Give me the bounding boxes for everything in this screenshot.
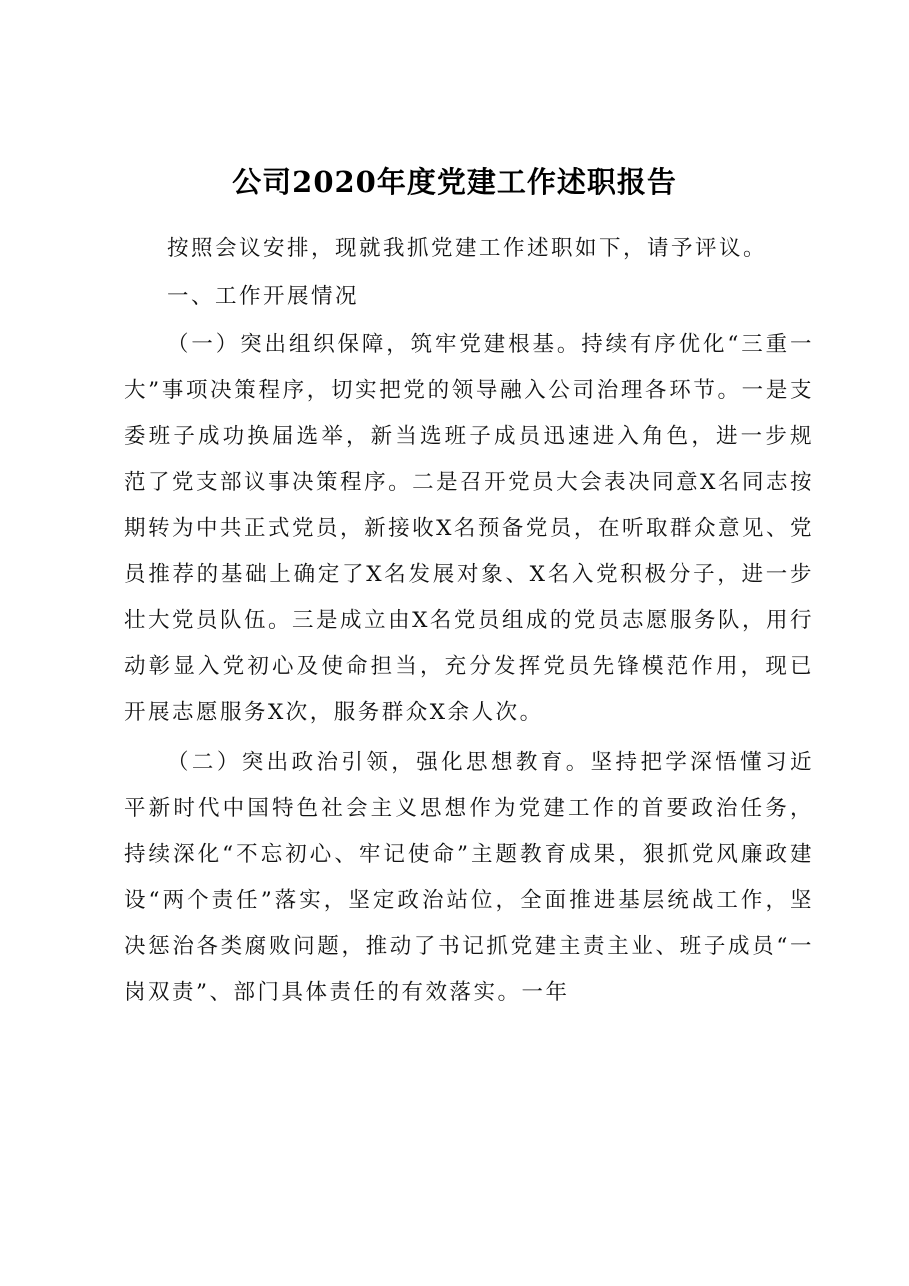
document-title: 公司2020年度党建工作述职报告: [232, 165, 677, 199]
paragraph-political-guidance: （二）突出政治引领，强化思想教育。坚持把学深悟懂习近平新时代中国特色社会主义思想作为党建工作的首要政治任务，持续深化“不忘初心、牢记使命”主题教育成果，狠抓党风廉政建设“两个责任”落实，坚定政治站位，全面推进基层统战工作，坚决惩治各类腐败问题，推动了书记抓党建主责主业、班子成员“一岗双责”、部门具体责任的有效落实。一年: [124, 750, 814, 1005]
paragraph-intro: 按照会议安排，现就我抓党建工作述职如下，请予评议。: [167, 236, 768, 261]
paragraph-organization: （一）突出组织保障，筑牢党建根基。持续有序优化“三重一大”事项决策程序，切实把党的领导融入公司治理各环节。一是支委班子成功换届选举，新当选班子成员迅速进入角色，进一步规范了党支部议事决策程序。二是召开党员大会表决同意X名同志按期转为中共正式党员，新接收X名预备党员，在听取群众意见、党员推荐的基础上确定了X名发展对象、X名入党积极分子，进一步壮大党员队伍。三是成立由X名党员组成的党员志愿服务队，用行动彰显入党初心及使命担当，充分发挥党员先锋模范作用，现已开展志愿服务X次，服务群众X余人次。: [124, 332, 814, 725]
section-heading-work-status: 一、工作开展情况: [167, 284, 360, 309]
document-body: [124, 226, 814, 1016]
